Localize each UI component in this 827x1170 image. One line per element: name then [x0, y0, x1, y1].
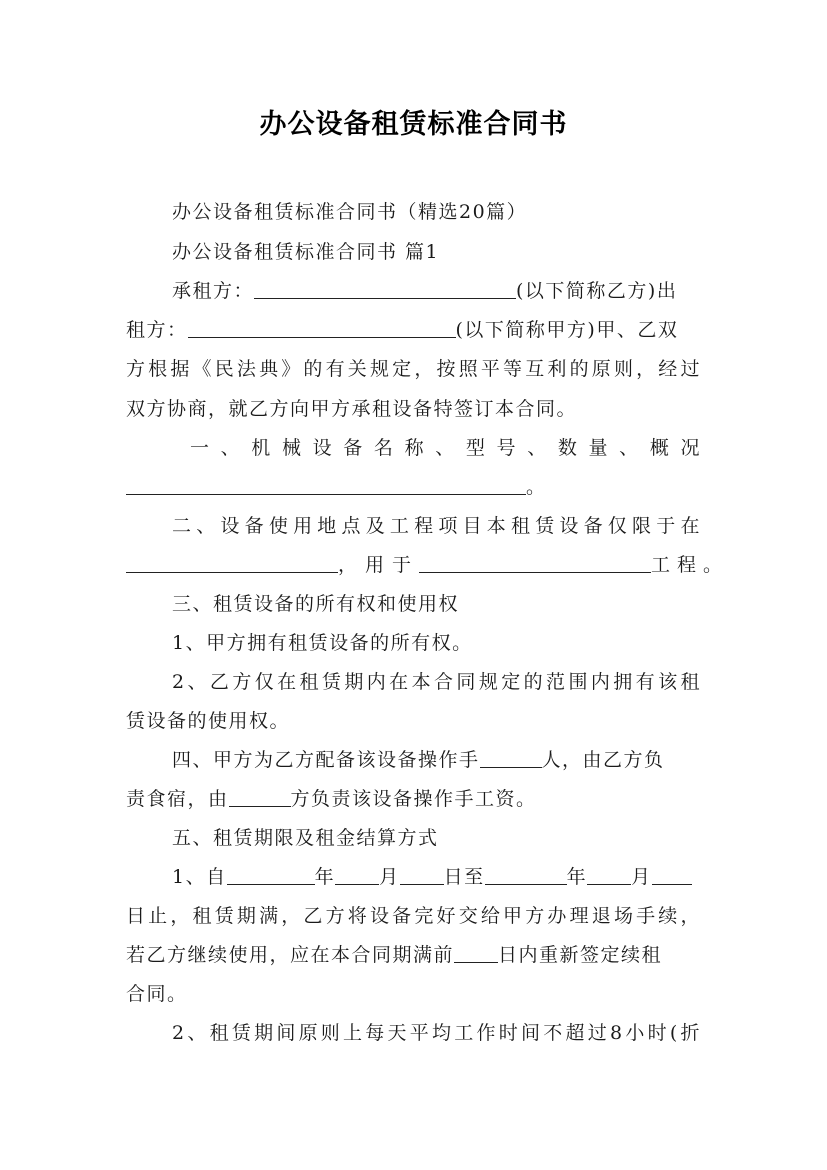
paragraph-line: [126, 279, 701, 303]
lessee-label: 承租方：: [172, 280, 255, 302]
paragraph-line: [126, 748, 701, 772]
paragraph-line: 1、甲方拥有租赁设备的所有权。: [172, 632, 473, 654]
paragraph-line: [126, 787, 701, 811]
blank-line: [419, 554, 651, 573]
paragraph-line: 五、租赁期限及租金结算方式: [172, 827, 439, 849]
lessor-label: 租方：: [126, 319, 188, 341]
paragraph-line: [126, 318, 701, 342]
paragraph-line: [126, 865, 701, 889]
paragraph-line: 赁设备的使用权。: [126, 710, 291, 732]
blank-line: [480, 749, 542, 768]
paragraph-line: [126, 475, 701, 499]
document-title: 办公设备租赁标准合同书: [259, 109, 568, 140]
text-span: ，用于: [338, 554, 420, 576]
paragraph-line: 日止，租赁期满，乙方将设备完好交给甲方办理退场手续，: [126, 905, 701, 927]
paragraph-line: 方根据《民法典》的有关规定，按照平等互利的原则，经过: [126, 358, 701, 380]
text-span: 月: [631, 866, 652, 888]
paragraph-line: [126, 240, 701, 264]
text-span: 月: [379, 866, 400, 888]
text-span: 若乙方继续使用，应在本合同期满前: [126, 944, 455, 966]
text-span: 日内重新签定续租: [498, 944, 663, 966]
text-span: 方负责该设备操作手工资。: [290, 788, 537, 810]
blank-line: [229, 788, 291, 807]
blank-line: [335, 866, 379, 885]
blank-line: [587, 866, 631, 885]
text-span: (以下简称甲方)甲、乙双: [455, 319, 679, 341]
text-span: 1、自: [172, 866, 227, 888]
blank-line: [652, 866, 692, 885]
paragraph-line: 2、乙方仅在租赁期内在本合同规定的范围内拥有该租: [172, 671, 701, 693]
paragraph-line: 三、租赁设备的所有权和使用权: [172, 593, 460, 615]
text-span: 年: [314, 866, 336, 888]
blank-line: [254, 280, 516, 299]
paragraph-line: [126, 943, 701, 967]
blank-line: [126, 554, 338, 573]
text-span: 。: [526, 476, 547, 498]
blank-line: [188, 319, 456, 338]
text-span: 工程。: [651, 554, 730, 576]
paragraph-line: [126, 200, 701, 224]
text-span: 日至: [443, 866, 485, 888]
section-heading: 办公设备租赁标准合同书 篇1: [172, 241, 440, 263]
blank-line: [227, 866, 315, 885]
blank-line: [400, 866, 444, 885]
paragraph-line: [126, 553, 730, 577]
blank-line: [126, 476, 526, 495]
paragraph-line: 双方协商，就乙方向甲方承租设备特签订本合同。: [126, 398, 578, 420]
text-span: 人，由乙方负: [541, 749, 665, 771]
paragraph-line: 二、设备使用地点及工程项目本租赁设备仅限于在: [172, 515, 701, 537]
text-span: 四、甲方为乙方配备该设备操作手: [172, 749, 480, 771]
subtitle-text: 办公设备租赁标准合同书（精选20篇）: [172, 201, 528, 223]
paragraph-line: 合同。: [126, 983, 188, 1005]
text-span: 责食宿，由: [126, 788, 229, 810]
text-span: 年: [566, 866, 588, 888]
text-span: (以下简称乙方)出: [516, 280, 678, 302]
blank-line: [485, 866, 567, 885]
paragraph-line: 一、机械设备名称、型号、数量、概况: [190, 437, 701, 459]
blank-line: [454, 944, 498, 963]
paragraph-line: 2、租赁期间原则上每天平均工作时间不超过8小时(折: [172, 1022, 701, 1044]
